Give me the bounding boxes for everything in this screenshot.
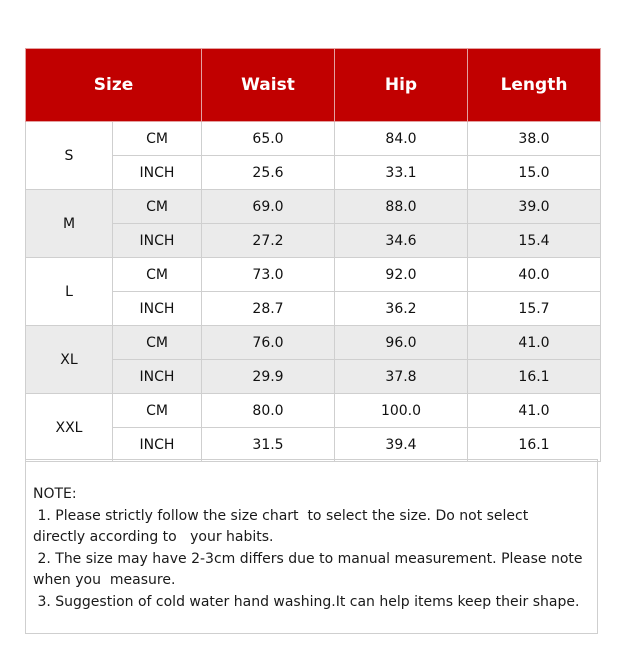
hip-value: 37.8	[335, 360, 468, 394]
length-value: 16.1	[468, 428, 601, 462]
table-row	[26, 360, 601, 394]
hip-value: 36.2	[335, 292, 468, 326]
waist-value: 80.0	[202, 394, 335, 428]
header-waist: Waist	[202, 49, 335, 122]
hip-value: 100.0	[335, 394, 468, 428]
note-line: 1. Please strictly follow the size chart to select the size. Do not select	[33, 507, 529, 524]
hip-value: 34.6	[335, 224, 468, 258]
hip-value: 33.1	[335, 156, 468, 190]
note-line: directly according to your habits.	[33, 529, 274, 545]
unit-label: CM	[113, 258, 202, 292]
note-line: when you measure.	[33, 572, 176, 588]
length-value: 15.7	[468, 292, 601, 326]
header-length: Length	[468, 49, 601, 122]
size-chart	[25, 48, 600, 462]
unit-label: CM	[113, 394, 202, 428]
waist-value: 25.6	[202, 156, 335, 190]
size-label: S	[26, 122, 113, 190]
unit-label: INCH	[113, 156, 202, 190]
waist-value: 28.7	[202, 292, 335, 326]
hip-value: 88.0	[335, 190, 468, 224]
waist-value: 27.2	[202, 224, 335, 258]
length-value: 41.0	[468, 326, 601, 360]
length-value: 40.0	[468, 258, 601, 292]
header-size: Size	[26, 49, 202, 122]
length-value: 39.0	[468, 190, 601, 224]
size-label: L	[26, 258, 113, 326]
table-row	[26, 122, 601, 156]
unit-label: INCH	[113, 428, 202, 462]
size-label: M	[26, 190, 113, 258]
table-header-row	[26, 49, 601, 122]
hip-value: 39.4	[335, 428, 468, 462]
table-row	[26, 394, 601, 428]
hip-value: 92.0	[335, 258, 468, 292]
length-value: 41.0	[468, 394, 601, 428]
length-value: 38.0	[468, 122, 601, 156]
table-row	[26, 190, 601, 224]
table-row	[26, 326, 601, 360]
size-label: XXL	[26, 394, 113, 462]
notes-box	[25, 459, 598, 634]
table-row	[26, 292, 601, 326]
unit-label: INCH	[113, 224, 202, 258]
unit-label: CM	[113, 326, 202, 360]
table-row	[26, 258, 601, 292]
length-value: 16.1	[468, 360, 601, 394]
hip-value: 96.0	[335, 326, 468, 360]
waist-value: 69.0	[202, 190, 335, 224]
unit-label: CM	[113, 190, 202, 224]
size-table	[25, 48, 601, 462]
hip-value: 84.0	[335, 122, 468, 156]
notes-title: NOTE:	[33, 486, 77, 502]
size-label: XL	[26, 326, 113, 394]
header-hip: Hip	[335, 49, 468, 122]
waist-value: 76.0	[202, 326, 335, 360]
waist-value: 65.0	[202, 122, 335, 156]
waist-value: 73.0	[202, 258, 335, 292]
table-row	[26, 224, 601, 258]
waist-value: 31.5	[202, 428, 335, 462]
unit-label: CM	[113, 122, 202, 156]
table-row	[26, 156, 601, 190]
length-value: 15.4	[468, 224, 601, 258]
unit-label: INCH	[113, 360, 202, 394]
unit-label: INCH	[113, 292, 202, 326]
note-line: 3. Suggestion of cold water hand washing.It can help items keep their shape.	[33, 593, 580, 610]
note-line: 2. The size may have 2-3cm differs due to manual measurement. Please note	[33, 550, 583, 567]
length-value: 15.0	[468, 156, 601, 190]
waist-value: 29.9	[202, 360, 335, 394]
table-row	[26, 428, 601, 462]
